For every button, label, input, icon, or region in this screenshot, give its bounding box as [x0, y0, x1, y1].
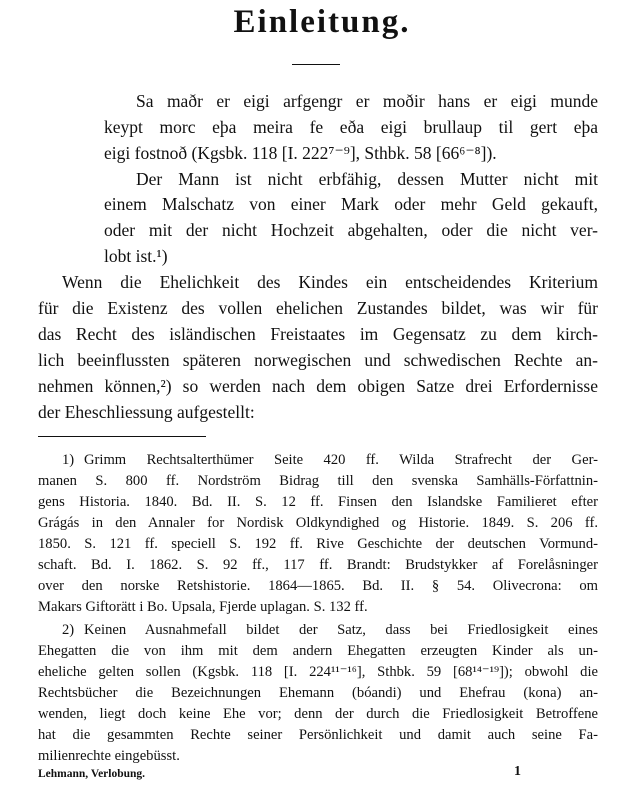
quote-german-line: Der Mann ist nicht erbfähig, dessen Mutter nicht mit: [136, 169, 598, 189]
footnote-2-marker: 2): [62, 622, 75, 638]
footnote-1-line: manen S. 800 ff. Nordström Bidrag till den svenska Samhälls-Författnin-: [38, 473, 598, 489]
footnote-1-line: schaft. Bd. I. 1862. S. 92 ff., 117 ff. Brandt: Brudstykker af Forelåsninger: [38, 557, 598, 573]
footnote-1-line: Makars Giftorätt i Bo. Upsala, Fjerde uplagan. S. 132 ff.: [38, 599, 368, 615]
body-line: Wenn die Ehelichkeit des Kindes ein entscheidendes Kriterium: [62, 272, 598, 292]
body-line: der Eheschliessung aufgestellt:: [38, 402, 255, 422]
quote-german-line: oder mit der nicht Hochzeit abgehalten, oder die nicht ver-: [104, 220, 598, 240]
footnote-1-line: 1850. S. 121 ff. speciell S. 192 ff. Rive Geschichte der deutschen Vormund-: [38, 536, 598, 552]
body-line: nehmen können,²) so werden nach dem obigen Satze drei Erfordernisse: [38, 376, 598, 396]
title-divider: [292, 64, 340, 65]
quote-norse-line: Sa maðr er eigi arfgengr er moðir hans er eigi munde: [136, 91, 598, 111]
quote-german-line: lobt ist.¹): [104, 246, 168, 266]
body-line: das Recht des isländischen Freistaates im Gegensatz zu dem kirch-: [38, 324, 598, 344]
quote-german-line: einem Malschatz von einer Mark oder mehr Geld gekauft,: [104, 194, 598, 214]
footnote-1-line: gens Historia. 1840. Bd. II. S. 12 ff. Finsen den Islandske Familieret efter: [38, 494, 598, 510]
body-line: für die Existenz des vollen ehelichen Zustandes bildet, was wir für: [38, 298, 598, 318]
body-line: lich beeinflussten späteren norwegischen und schwedischen Rechte an-: [38, 350, 598, 370]
footnote-2-line: Keinen Ausnahmefall bildet der Satz, dass bei Friedlosigkeit eines: [84, 622, 598, 638]
footnote-2-line: milienrechte eingebüsst.: [38, 748, 180, 764]
footnote-divider: [38, 436, 206, 437]
footnote-2-line: hat die gesammten Rechte seiner Persönlichkeit und damit auch seine Fa-: [38, 727, 598, 743]
running-title: Lehmann, Verlobung.: [38, 768, 146, 780]
footnote-1-line: over den norske Retshistorie. 1864—1865. Bd. II. § 54. Olivecrona: om: [38, 578, 598, 594]
footnote-1-line: Grimm Rechtsalterthümer Seite 420 ff. Wilda Strafrecht der Ger-: [84, 452, 598, 468]
footnote-2-line: wenden, liegt doch keine Ehe vor; denn der durch die Friedlosigkeit Betroffene: [38, 706, 598, 722]
footnote-2-line: Rechtsbücher die Bezeichnungen Ehemann (bóandi) und Ehefrau (kona) an-: [38, 685, 598, 701]
footnote-2-line: Ehegatten die von ihm mit dem andern Ehegatten erzeugten Kinder als un-: [38, 643, 598, 659]
page-title: Einleitung.: [233, 4, 411, 40]
page-number: 1: [514, 764, 521, 779]
footnote-2-line: eheliche gelten sollen (Kgsbk. 118 [I. 224¹¹⁻¹⁶], Sthbk. 59 [68¹⁴⁻¹⁹]); obwohl die: [38, 664, 598, 680]
footnote-1-marker: 1): [62, 452, 75, 468]
quote-norse-line: keypt morc eþa meira fe eða eigi brullaup til gert eþa: [104, 117, 598, 137]
quote-norse-line: eigi fostnoð (Kgsbk. 118 [I. 222⁷⁻⁹], Sthbk. 58 [66⁶⁻⁸]).: [104, 143, 497, 163]
footnote-1-line: Grágás in den Annaler for Nordisk Oldkyndighed og Historie. 1849. S. 206 ff.: [38, 515, 598, 531]
